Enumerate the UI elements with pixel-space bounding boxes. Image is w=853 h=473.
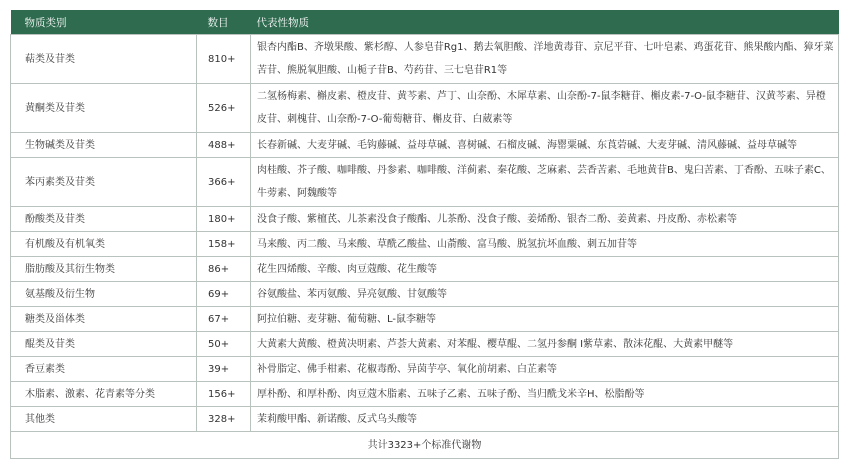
cell-examples: 厚朴酚、和厚朴酚、肉豆蔻木脂素、五味子乙素、五味子酚、当归酰戈米辛H、松脂酚等 xyxy=(251,382,839,407)
header-count: 数目 xyxy=(197,10,251,35)
cell-examples: 银杏内酯B、齐墩果酸、紫杉醇、人参皂苷Rg1、鹅去氧胆酸、洋地黄毒苷、京尼平苷、七叶皂素、鸡蛋花苷、熊果酸内酯、獐牙菜苦苷、熊脱氧胆酸、山栀子苷B、芍药苷、三七皂苷R1等 xyxy=(251,35,839,84)
cell-category: 酚酸类及苷类 xyxy=(11,207,197,232)
cell-category: 脂肪酸及其衍生物类 xyxy=(11,257,197,282)
cell-count: 526+ xyxy=(197,84,251,133)
table-row xyxy=(11,35,839,84)
cell-count: 69+ xyxy=(197,282,251,307)
table-row xyxy=(11,282,839,307)
table-row xyxy=(11,158,839,207)
cell-category: 有机酸及有机氧类 xyxy=(11,232,197,257)
table-header xyxy=(11,10,839,35)
cell-examples: 大黄素大黄酸、橙黄决明素、芦荟大黄素、对苯醌、樱草醌、二氢丹参酮 Ⅰ紫草素、散沫花醌、大黄素甲醚等 xyxy=(251,332,839,357)
table-row xyxy=(11,407,839,432)
cell-count: 67+ xyxy=(197,307,251,332)
cell-category: 醌类及苷类 xyxy=(11,332,197,357)
total-summary: 共计3323+个标准代谢物 xyxy=(11,432,839,459)
cell-examples: 阿拉伯糖、麦芽糖、葡萄糖、L-鼠李糖等 xyxy=(251,307,839,332)
cell-category: 黄酮类及苷类 xyxy=(11,84,197,133)
metabolite-table xyxy=(10,10,839,459)
cell-examples: 花生四烯酸、辛酸、肉豆蔻酸、花生酸等 xyxy=(251,257,839,282)
cell-count: 180+ xyxy=(197,207,251,232)
cell-examples: 谷氨酸盐、苯丙氨酸、异亮氨酸、甘氨酸等 xyxy=(251,282,839,307)
metabolite-table-container xyxy=(10,10,838,459)
cell-count: 810+ xyxy=(197,35,251,84)
cell-category: 糖类及甾体类 xyxy=(11,307,197,332)
cell-examples: 没食子酸、紫檀芪、儿茶素没食子酸酯、儿茶酚、没食子酸、姜烯酚、银杏二酚、姜黄素、丹皮酚、赤松素等 xyxy=(251,207,839,232)
cell-examples: 二氢杨梅素、槲皮素、橙皮苷、黄芩素、芦丁、山奈酚、木犀草素、山奈酚-7-鼠李糖苷、槲皮素-7-O-鼠李糖苷、汉黄芩素、异橙皮苷、刺槐苷、山奈酚-7-O-葡萄糖苷、槲皮苷、白葳素等 xyxy=(251,84,839,133)
cell-examples: 茉莉酸甲酯、新诺酸、反式乌头酸等 xyxy=(251,407,839,432)
table-row xyxy=(11,382,839,407)
cell-category: 木脂素、激素、花青素等分类 xyxy=(11,382,197,407)
table-row xyxy=(11,257,839,282)
cell-category: 其他类 xyxy=(11,407,197,432)
cell-examples: 补骨脂定、佛手柑素、花椒毒酚、异茵芋亭、氧化前胡素、白芷素等 xyxy=(251,357,839,382)
cell-count: 158+ xyxy=(197,232,251,257)
cell-count: 86+ xyxy=(197,257,251,282)
table-body xyxy=(11,35,839,459)
cell-category: 氨基酸及衍生物 xyxy=(11,282,197,307)
header-row xyxy=(11,10,839,35)
cell-count: 366+ xyxy=(197,158,251,207)
cell-category: 萜类及苷类 xyxy=(11,35,197,84)
table-row xyxy=(11,332,839,357)
table-row xyxy=(11,207,839,232)
cell-count: 39+ xyxy=(197,357,251,382)
cell-category: 生物碱类及苷类 xyxy=(11,133,197,158)
table-row xyxy=(11,307,839,332)
cell-count: 328+ xyxy=(197,407,251,432)
cell-category: 苯丙素类及苷类 xyxy=(11,158,197,207)
cell-examples: 肉桂酸、芥子酸、咖啡酸、丹参素、咖啡酸、洋蓟素、秦花酸、芝麻素、芸香苦素、毛地黄苷B、鬼臼苦素、丁香酚、五味子素C、牛蒡素、阿魏酸等 xyxy=(251,158,839,207)
table-row xyxy=(11,133,839,158)
cell-category: 香豆素类 xyxy=(11,357,197,382)
total-row xyxy=(11,432,839,459)
header-examples: 代表性物质 xyxy=(251,10,839,35)
table-row xyxy=(11,232,839,257)
cell-count: 50+ xyxy=(197,332,251,357)
cell-count: 488+ xyxy=(197,133,251,158)
cell-examples: 长春新碱、大麦芽碱、毛钩藤碱、益母草碱、喜树碱、石榴皮碱、海罂粟碱、东莨菪碱、大麦芽碱、清风藤碱、益母草碱等 xyxy=(251,133,839,158)
cell-examples: 马来酸、丙二酸、马来酸、草酰乙酸盐、山萮酸、富马酸、脱氢抗坏血酸、刺五加苷等 xyxy=(251,232,839,257)
header-category: 物质类别 xyxy=(11,10,197,35)
table-row xyxy=(11,357,839,382)
table-row xyxy=(11,84,839,133)
cell-count: 156+ xyxy=(197,382,251,407)
